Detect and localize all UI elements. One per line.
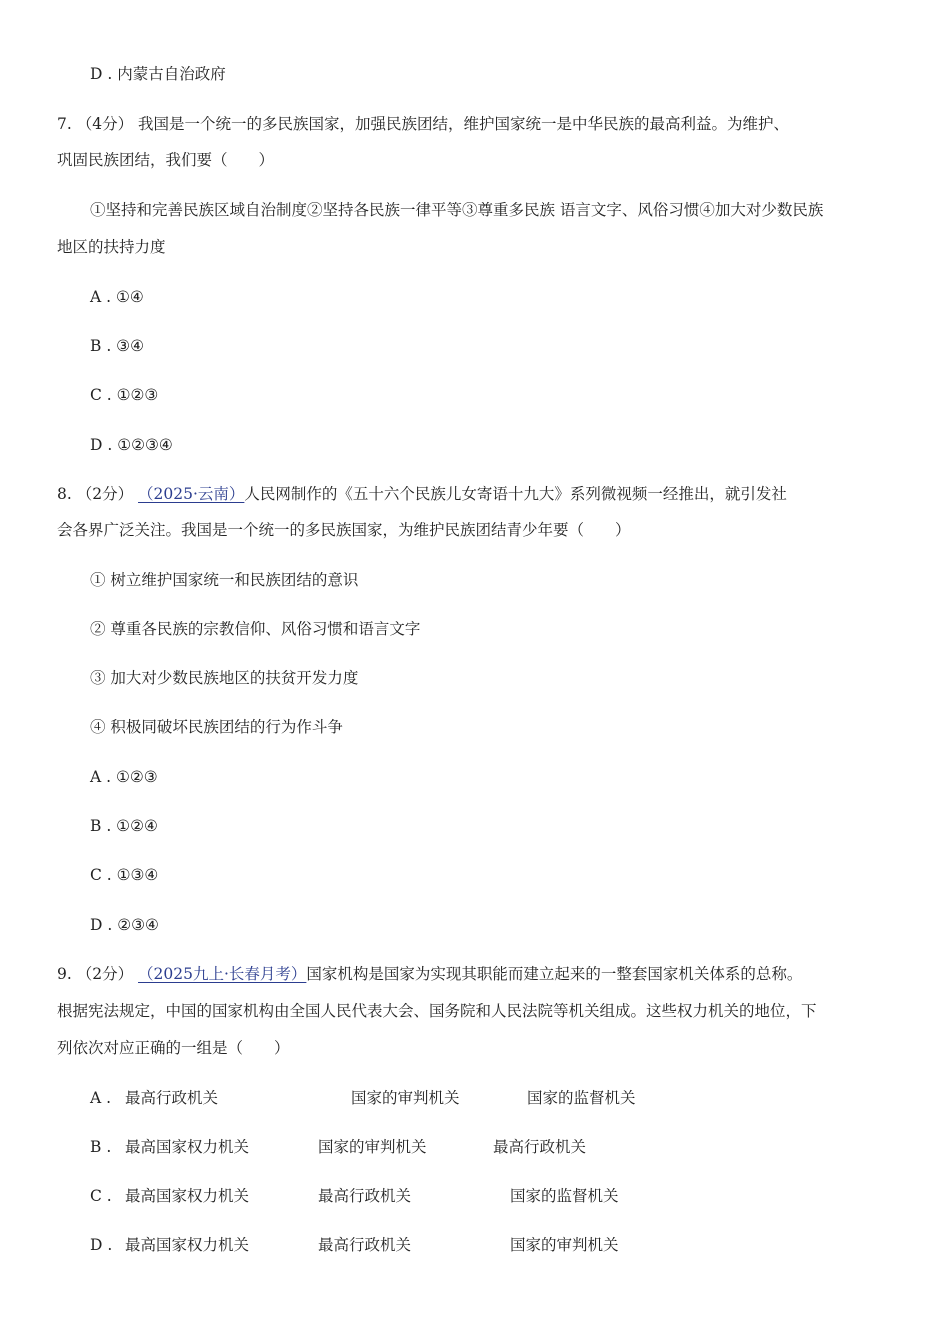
q9-option-c-label: C .	[90, 1187, 112, 1205]
q8-item-4: ④ 积极同破坏民族团结的行为作斗争	[90, 718, 343, 736]
q7-statements: ①坚持和完善民族区域自治制度②坚持各民族一律平等③尊重多民族 语言文字、风俗习惯④加大对少数民族	[90, 201, 824, 219]
q9-stem-continued-2: 列依次对应正确的一组是（ ）	[57, 1039, 290, 1057]
q7-stem: 7. （4分） 我国是一个统一的多民族国家，加强民族团结，维护国家统一是中华民族的最高利益。为维护、	[57, 115, 790, 133]
q8-option-a: A . ①②③	[90, 768, 158, 786]
q8-item-2: ② 尊重各民族的宗教信仰、风俗习惯和语言文字	[90, 620, 421, 638]
q9-option-d-col1: 最高国家权力机关	[125, 1236, 250, 1254]
q9-option-d-col2: 最高行政机关	[318, 1236, 412, 1254]
q9-option-a-col3: 国家的监督机关	[527, 1089, 636, 1107]
q9-option-d-col3: 国家的审判机关	[510, 1236, 619, 1254]
q8-option-c: C . ①③④	[90, 866, 159, 884]
q9-option-b-col1: 最高国家权力机关	[125, 1138, 250, 1156]
q7-option-b: B . ③④	[90, 337, 144, 355]
q9-stem	[57, 963, 802, 985]
q9-option-d-label: D .	[90, 1236, 113, 1254]
q9-option-a-col1: 最高行政机关	[125, 1089, 219, 1107]
q6-option-d: D . 内蒙古自治政府	[90, 65, 226, 83]
q8-item-1: ① 树立维护国家统一和民族团结的意识	[90, 571, 359, 589]
q9-option-c-col3: 国家的监督机关	[510, 1187, 619, 1205]
q7-statements-continued: 地区的扶持力度	[57, 238, 166, 256]
q8-stem	[57, 483, 787, 505]
q9-number-score: 9. （2分）	[57, 965, 139, 983]
q8-item-3: ③ 加大对少数民族地区的扶贫开发力度	[90, 669, 359, 687]
q9-source-link[interactable]: （2025九上·长春月考）	[138, 965, 307, 983]
q9-option-b-label: B .	[90, 1138, 112, 1156]
q7-stem-continued: 巩固民族团结，我们要（ ）	[57, 151, 275, 169]
q8-stem-text: 人民网制作的《五十六个民族儿女寄语十九大》系列微视频一经推出，就引发社	[244, 485, 787, 503]
q9-stem-continued-1: 根据宪法规定，中国的国家机构由全国人民代表大会、国务院和人民法院等机关组成。这些权力机关的地位，下	[57, 1002, 817, 1020]
q8-option-d: D . ②③④	[90, 916, 159, 934]
q9-stem-text: 国家机构是国家为实现其职能而建立起来的一整套国家机关体系的总称。	[306, 965, 803, 983]
q7-option-d: D . ①②③④	[90, 436, 173, 454]
q8-source-link[interactable]: （2025·云南）	[138, 485, 245, 503]
q9-option-b-col3: 最高行政机关	[493, 1138, 587, 1156]
q7-option-a: A . ①④	[90, 288, 144, 306]
q9-option-a-label: A .	[90, 1089, 112, 1107]
q9-option-c-col1: 最高国家权力机关	[125, 1187, 250, 1205]
q8-stem-continued: 会各界广泛关注。我国是一个统一的多民族国家，为维护民族团结青少年要（ ）	[57, 521, 631, 539]
q9-option-b-col2: 国家的审判机关	[318, 1138, 427, 1156]
q8-number-score: 8. （2分）	[57, 485, 139, 503]
q7-option-c: C . ①②③	[90, 386, 159, 404]
q8-option-b: B . ①②④	[90, 817, 158, 835]
q9-option-a-col2: 国家的审判机关	[351, 1089, 460, 1107]
q9-option-c-col2: 最高行政机关	[318, 1187, 412, 1205]
